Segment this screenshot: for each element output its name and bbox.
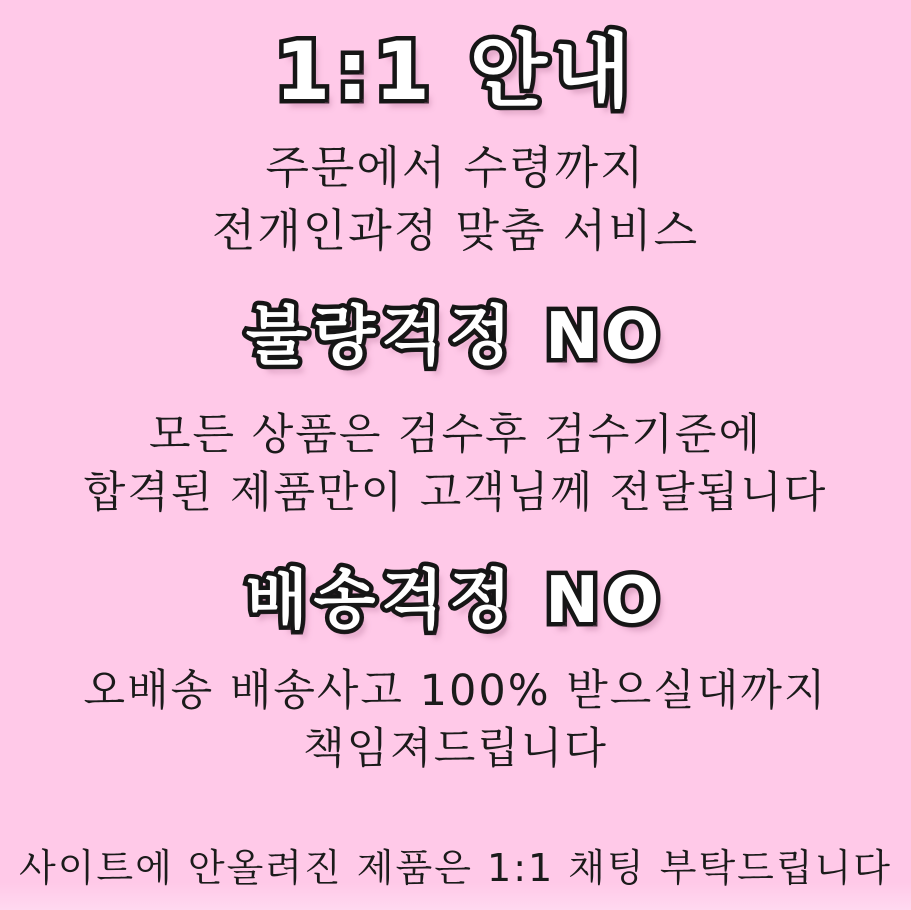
shipping-body-line-2: 책임져드립니다 — [303, 724, 608, 774]
section-heading-defects: 불량걱정 NO — [245, 300, 666, 374]
intro-line-2: 전개인과정 맞춤 서비스 — [211, 204, 700, 257]
section-heading-shipping: 배송걱정 NO — [245, 564, 666, 638]
footer-note: 사이트에 안올려진 제품은 1:1 채팅 부탁드립니다 — [18, 846, 892, 890]
defects-body-line-2: 합격된 제품만이 고객님께 전달됩니다 — [83, 468, 828, 518]
intro-text — [0, 136, 911, 262]
shipping-body-line-1: 오배송 배송사고 100% 받으실대까지 — [83, 666, 828, 716]
intro-line-1: 주문에서 수령까지 — [265, 141, 646, 194]
page-title: 1:1 안내 — [274, 25, 637, 118]
defects-body-line-1: 모든 상품은 검수후 검수기준에 — [149, 410, 762, 460]
section-body-shipping — [0, 662, 911, 778]
section-body-defects — [0, 406, 911, 522]
